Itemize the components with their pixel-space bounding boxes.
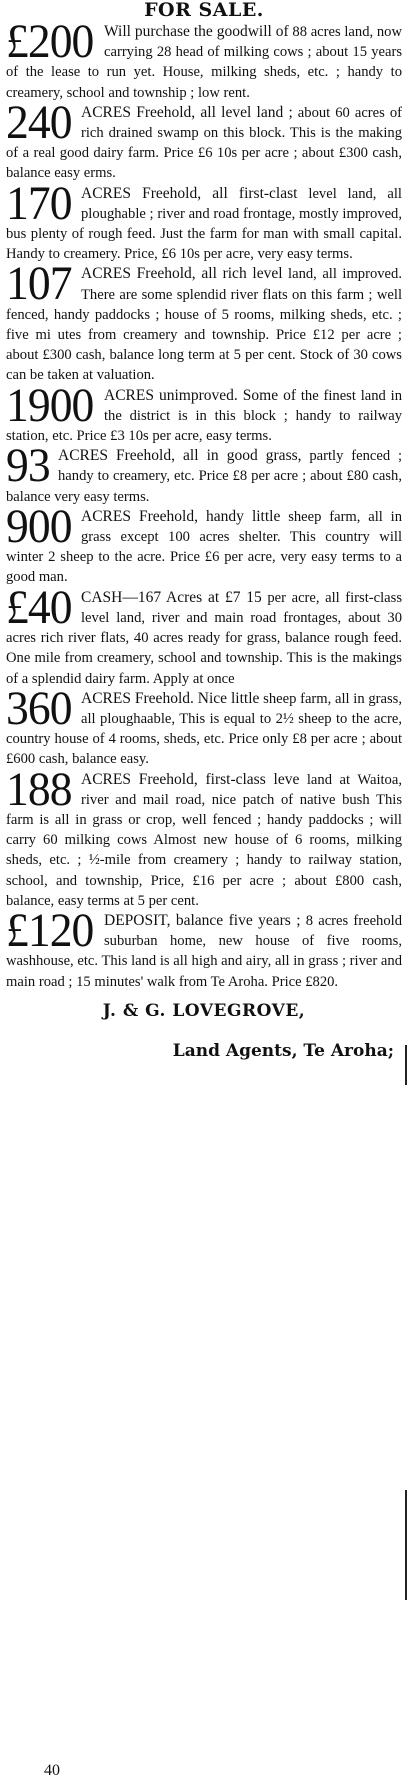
ad-text — [6, 378, 402, 447]
ads-list — [6, 15, 403, 992]
ad-number: 240 — [6, 95, 72, 149]
column-rule-mark — [405, 1490, 407, 1600]
ad-listing — [6, 580, 403, 689]
ad-lead: DEPOSIT, balance five years ; — [104, 911, 301, 929]
ad-listing — [6, 499, 402, 588]
ad-listing — [6, 903, 402, 992]
ad-body: 8 acres freehold suburban home, new house of five rooms, washhouse, etc. This land is all high and airy, all in grass ; river and main road ; 15 minutes' walk from Te Aroha. Price £820. — [6, 912, 402, 990]
ad-number: £200 — [6, 15, 94, 68]
ad-number: 900 — [6, 499, 72, 553]
ad-lead: ACRES Freehold, all level land ; — [81, 103, 293, 121]
ad-lead: ACRES Freehold, first-class leve — [81, 770, 300, 788]
ad-lead: ACRES unimproved. Some of — [104, 386, 297, 404]
ad-number: £40 — [6, 580, 72, 634]
firm-name: J. & G. LOVEGROVE, — [102, 1000, 306, 1021]
ad-listing — [6, 95, 402, 184]
ad-number: 170 — [6, 176, 72, 230]
ad-text — [6, 903, 402, 992]
ad-lead: Will purchase the goodwill of — [104, 23, 289, 40]
ad-listing — [6, 378, 402, 447]
ad-body: level land, all ploughable ; river and road frontage, mostly improved, bus plenty of rough feed. Just the farm for man with small capital. Handy to creamery. Price, £6 10s per acre, very easy terms. — [6, 185, 402, 263]
ad-listing — [6, 257, 402, 385]
ad-text — [6, 580, 403, 689]
ad-lead: ACRES Freehold, all first-clast — [81, 184, 298, 202]
ad-body: sheep farm, all in grass, all ploughaable, This is equal to 2½ sheep to the acre, country house of 4 rooms, sheds, etc. Price only £8 per acre ; about £600 cash, balance easy. — [6, 690, 402, 768]
ad-body: sheep farm, all in grass except 100 acres shelter. This country will winter 2 sheep to the acre. Price £6 per acre, very easy terms to a good man. — [6, 508, 402, 586]
ad-listing — [6, 15, 402, 103]
ad-number: 107 — [6, 257, 72, 311]
ad-lead: ACRES Freehold, handy little — [81, 507, 281, 525]
ad-lead: ACRES Freehold, all rich level — [81, 265, 283, 283]
ad-listing — [6, 762, 402, 911]
ad-text — [6, 439, 403, 507]
ad-listing — [6, 681, 402, 770]
ad-body: partly fenced ; handy to creamery, etc. Price £8 per acre ; about £80 cash, balance very easy terms. — [6, 448, 403, 505]
ad-text — [6, 95, 402, 184]
page-heading: FOR SALE. — [144, 0, 264, 21]
ad-number: 1900 — [6, 378, 94, 432]
ad-text — [6, 176, 402, 265]
ad-text — [6, 681, 402, 770]
column-rule-mark — [405, 1045, 407, 1085]
ad-body: 88 acres land, now carrying 28 head of milking cows ; about 15 years of the lease to run yet. House, milking sheds, etc. ; handy to creamery, school and township ; low rent. — [6, 24, 402, 101]
ad-text — [6, 257, 402, 385]
ad-body: the finest land in the district is in this block ; handy to railway station, etc. Price £3 10s per acre, easy terms. — [6, 387, 402, 445]
ad-text — [6, 762, 402, 911]
ad-text — [6, 15, 402, 103]
ad-number: 93 — [6, 439, 50, 493]
ad-listing — [6, 176, 402, 265]
ad-body: about 60 acres of rich drained swamp on this block. This is the making of a real good dairy farm. Price £6 10s per acre ; about £300 cash, balance easy erms. — [6, 104, 402, 182]
ad-body: land at Waitoa, river and mail road, nice patch of native bush This farm is all in grass or crop, well fenced ; handy paddocks ; will carry 60 milking cows Almost new house of 6 rooms, milking sheds, etc. ; ½-mile from creamery ; handy to railway station, school, and township, Price, £16 per acre ; about £800 cash, balance, easy terms at 5 per cent. — [6, 771, 402, 909]
ad-text — [6, 499, 402, 588]
ad-body: land, all improved. There are some splendid river flats on this farm ; well fenced, handy paddocks ; house of 5 rooms, milking sheds, etc. ; five mi utes from creamery and township. Price £12 per acre ; about £300 cash, balance long term at 5 per cent. Stock of 30 cows can be taken at valuation. — [6, 266, 402, 384]
firm-subtitle: Land Agents, Te Aroha; — [172, 1040, 394, 1061]
page-number: 40 — [44, 1762, 60, 1779]
ad-number: 188 — [6, 762, 72, 816]
ad-lead: ACRES Freehold, all in good grass, — [58, 447, 302, 465]
ad-number: £120 — [6, 903, 94, 957]
ad-body: per acre, all first-class level land, river and main road frontages, about 30 acres rich river flats, 40 acres ready for grass, balance rough feed. One mile from creamery, school and township. This is the makings of a splendid dairy farm. Apply at once — [6, 589, 403, 687]
ad-lead: ACRES Freehold. Nice little — [81, 689, 260, 707]
ad-number: 360 — [6, 681, 72, 735]
ad-lead: CASH—167 Acres at £7 15 — [81, 588, 262, 606]
ad-listing — [6, 439, 403, 507]
